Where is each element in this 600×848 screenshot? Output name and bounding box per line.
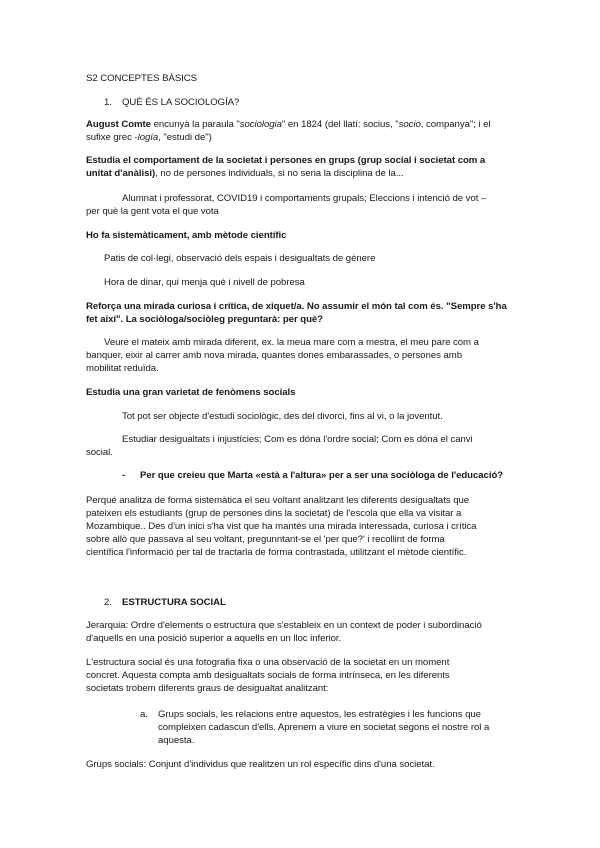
comte-text-5: , "estudi de") [158, 132, 212, 143]
paragraph-veure-line-1: Veure el mateix amb mirada diferent, ex. la meua mare com a mestra, el meu pare com a [104, 337, 479, 348]
example-estudiar-line-2: social. [86, 447, 113, 458]
paragraph-estructura-line-3: societats trobem diferents graus de desigualtat analitzant: [86, 683, 329, 694]
paragraph-perque-line-5: científica l'informació per tal de tractarla de forma contrastada, utilitzant el mètode científic. [86, 547, 467, 558]
paragraph-veure-line-3: mobilitat reduïda. [86, 363, 159, 374]
heading-2-number: 2. [104, 597, 112, 608]
comte-text-2: " en 1824 (del llatí: socius, " [281, 119, 399, 130]
paragraph-grups-socials: Grups socials: Conjunt d'individus que realitzen un rol específic dins d'una societat. [86, 759, 435, 770]
list-a-marker: a. [140, 709, 148, 720]
question-bullet: - [122, 470, 126, 481]
paragraph-perque-line-2: pateixen els estudiants (grup de persones dins la societat) de l'escola que ella va visitar a [86, 508, 462, 519]
paragraph-jerarquia-line-2: d'aquells en una posició superior a aquells en un lloc inferior. [86, 633, 342, 644]
paragraph-perque-line-1: Perqué analitza de forma sistemàtica el seu voltant analitzant les diferents desigualtats que [86, 495, 470, 506]
question-marta: Per que creieu que Marta «està a l'altura» per a ser una sociòloga de l'educació? [140, 470, 504, 481]
paragraph-ho-fa: Ho fa sistemàticament, amb mètode científic [86, 230, 287, 241]
heading-2-title: ESTRUCTURA SOCIAL [122, 597, 226, 608]
paragraph-perque-line-4: sobre allò que passava al seu voltant, pregunntant-se el 'per que?' i recollint de forma [86, 534, 445, 545]
comte-text-1: encunyà la paraula " [150, 119, 240, 130]
example-tot-pot: Tot pot ser objecte d'estudi sociològic, des del divorci, fins al vi, o la joventut. [122, 411, 443, 422]
list-a-line-2: compleixen cadascun d'ells. Aprenem a viure en societat segons el nostre rol a [158, 722, 490, 733]
paragraph-varietat: Estudia una gran varietat de fenòmens socials [86, 387, 296, 398]
paragraph-reforca-line-1: Reforça una mirada curiosa i crítica, de xiquet/a. No assumir el món tal com és. "Sempre s'ha [86, 301, 507, 312]
paragraph-estructura-line-1: L'estructura social és una fotografia fixa o una observació de la societat en un moment [86, 657, 450, 668]
paragraph-estudia-line-1: Estudia el comportament de la societat i persones en grups (grup social i societat com a [86, 155, 486, 166]
example-estudiar-line-1: Estudiar desigualtats i injustícies; Com es dóna l'ordre social; Com es dóna el canvi [122, 434, 473, 445]
heading-1-number: 1. [104, 97, 112, 108]
estudia-unit: unitat d'anàlisi) [86, 168, 156, 179]
list-a-line-3: aquesta. [158, 735, 195, 746]
comte-word-socio: socio [398, 119, 421, 130]
list-a-line-1: Grups socials, les relacions entre aquestos, les estratègies i les funcions que [158, 709, 481, 720]
example-patis: Patis de col·legi, observació dels espais i desigualtats de gènere [104, 253, 376, 264]
example-alumnat-line-2: per què la gent vota el que vota [86, 206, 219, 217]
paragraph-comte-line-2 [86, 131, 212, 144]
comte-word-sociologia: sociologia [239, 119, 282, 130]
paragraph-estudia-line-2 [86, 167, 404, 180]
paragraph-jerarquia-line-1: Jerarquia: Ordre d'elements o estructura que s'estableix en un context de poder i subordinació [86, 620, 482, 631]
comte-text-3: , companya"; i el [420, 119, 491, 130]
paragraph-estructura-line-2: concret. Aquesta compta amb desigualtats socials de forma intrínseca, en les diferents [86, 670, 450, 681]
comte-name: August Comte [86, 119, 151, 130]
paragraph-comte-line-1 [86, 118, 491, 131]
example-alumnat-line-1: Alumnat i professorat, COVID19 i comportaments grupals; Eleccions i intenció de vot – [122, 193, 487, 204]
paragraph-perque-line-3: Mozambique.. Des d'un inici s'ha vist que ha mantés una mirada interessada, curiosa i crítica [86, 521, 477, 532]
section-title: S2 CONCEPTES BÀSICS [86, 73, 198, 84]
example-hora-dinar: Hora de dinar, qui menja què i nivell de pobresa [104, 277, 305, 288]
comte-word-logia: logía [137, 132, 159, 143]
paragraph-reforca-line-2: fet així". La sociòloga/sociòleg preguntarà: per què? [86, 314, 323, 325]
comte-text-4: sufixe grec - [86, 132, 138, 143]
estudia-rest: , no de persones individuals, si no seria la disciplina de la... [155, 168, 404, 179]
paragraph-veure-line-2: banquer, eixir al carrer amb nova mirada, quantes dones embarassades, o persones amb [86, 350, 463, 361]
heading-1-title: QUÈ ÉS LA SOCIOLOGÍA? [122, 97, 240, 108]
